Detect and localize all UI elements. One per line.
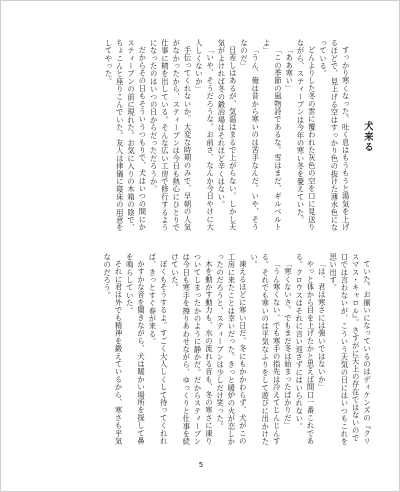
text-block-bottom (55, 253, 373, 449)
paragraph: 「うん寒くない。でも寒手の指先は冷えてじんじんする。それでも寒いのは平気なふりをして遊びに出かけたい。 (250, 253, 282, 446)
paragraph: 「寒くないさ。でもまだ冬は始まったばかりだ」 (283, 260, 293, 430)
paragraph: どんよりした冬の雲に覆われた灰色の空を口に見送りながら、スティーブンは今年の寒い冬を憂えていた。 (296, 39, 317, 232)
chapter-title (362, 39, 373, 235)
paragraph: 「は、君は寒さには強いではないか」 (317, 260, 327, 392)
paragraph: 日差しはあるが、気温はまるで上がらない。しかし天気がよければ冬の鍛冶場はそれほど辛くはない。 (217, 39, 238, 232)
paragraph: ぼくもそうするよ。すごく大人しくして待ってくれれば、きっとすぐ春が来る。 (148, 253, 169, 446)
paragraph: だからその日もそういうつもりで、犬はいつの間にかスティーブンの前に現れた。お気に入りの木箱の陰で、ちょこんと座りこんでいた。友人は律儀に寝床の用意をしてやった。 (104, 39, 148, 232)
paragraph: すっかり寒くなった。吐く息はもうもうと湯気を上げるほどで、見上げる空はすっかり色の抜けた薄水色になっている。 (319, 39, 351, 232)
paragraph: ていた。お揃いになっているのはディケンズの『クリスマス・キャロル』。さすがに天上の存在ではないので口では言わないが、こういう天気の日にはいつもこれを思い出す。 (329, 253, 372, 446)
text-block-top (55, 39, 373, 235)
paragraph: 木を動かす動力も、水の流れる音も、冬の寒さに凍りついてしまったかのように静かだ。だからスティーブンは今日も寒手を擦りあわせながら、ゆっくりと仕事を続けていた。 (170, 253, 214, 446)
paragraph: やっと体から目を上げたかと思えば開口一番これである。クロウスはそれに言い返さずにはいられない。 (295, 253, 316, 446)
paragraph: 「うん、俺は昔から寒いのは苦手なんだ。いや、そうなのだ」 (240, 39, 261, 232)
paragraph: 凍えるほどに寒い日だ。冬にもかかわらず、犬がこの工房に来たことは幸いだった。きっと暖炉の火が恋しかったのだろうと、スティーブンは少しだけ笑った。 (216, 253, 248, 446)
chapter-title-text: 犬来る (362, 121, 373, 153)
paragraph: 「ああ寒い」 (285, 46, 295, 93)
page-number: 5 (198, 461, 204, 469)
paragraph: かすかな音を聞きながら、犬は暖かい場所を探して鼻を鳴らしていた。 (125, 253, 147, 446)
paragraph: 手伝ってくれないか。大変な時期のみで、早朝の人気がなかったから、スティーブンは今日も熱心にひとりで仕事に精を出している。そんな広い工房で修行するようになったのはいつの日からだっただろうか。 (149, 39, 193, 232)
paragraph: 「この季節の風物詩であるな。雪はまだ、ギルベルトよ」 (262, 39, 283, 232)
paragraph: それに君は外でも精神を鍛えているから、寒さも平気なのだろう。 (103, 253, 124, 446)
paragraph: 「いや、そうだろうな。お前さ、なんか今日やけに大人しくないか」 (194, 39, 216, 232)
